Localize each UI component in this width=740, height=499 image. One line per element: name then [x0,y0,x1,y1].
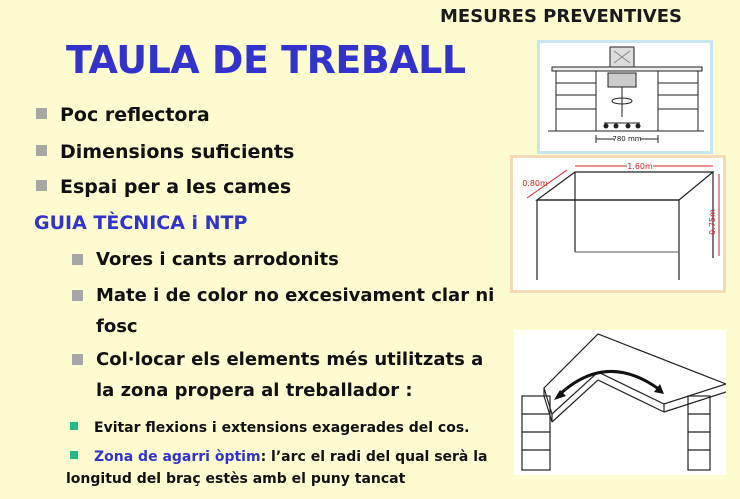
desk-box-illustration [513,158,723,290]
list-item [72,280,501,342]
list-item [70,449,488,465]
list-item-continuation: longitud del braç estès amb el puny tancat [66,471,406,487]
l-desk-illustration [514,330,726,475]
list-item [70,420,470,436]
reach-zone-figure [514,330,726,475]
list-item-label: Vores i cants arrodonits [96,249,339,270]
page-title: TAULA DE TREBALL [66,38,466,82]
header-title: MESURES PREVENTIVES [440,6,682,27]
height-label: 0.75m [708,209,717,235]
list-item [36,104,210,126]
list-item-label: Espai per a les cames [60,176,292,198]
square-bullet-icon [36,108,47,119]
square-bullet-icon [72,290,83,301]
desk-front-figure [537,40,713,154]
width-label: 1.60m [627,162,653,171]
list-item-label: Dimensions suficients [60,141,295,163]
depth-label: 0.80m [522,179,548,188]
list-item [36,141,294,163]
list-item [72,244,501,275]
square-bullet-icon [72,254,83,265]
list-item [72,344,501,406]
square-bullet-icon [72,354,83,365]
square-bullet-icon [36,145,47,156]
section-heading: GUIA TÈCNICA i NTP [34,212,248,234]
dimension-label: 780 mm [612,135,642,143]
square-bullet-icon [70,422,78,430]
list-item-label: Poc reflectora [60,104,210,126]
list-item-label: Col·locar els elements més utilitzats a la zona propera al treballador : [96,349,484,401]
list-item-label: Mate i de color no excesivament clar ni fosc [96,285,495,337]
highlight-label: Zona de agarri òptim [94,449,261,465]
desk-chair-illustration [540,43,710,151]
list-item [36,176,291,198]
list-item-label: : l’arc el radi del qual serà la [260,449,488,465]
square-bullet-icon [36,180,47,191]
desk-dimensions-figure [510,155,726,293]
list-item-label: Evitar flexions i extensions exagerades del cos. [94,420,470,436]
square-bullet-icon [70,451,78,459]
